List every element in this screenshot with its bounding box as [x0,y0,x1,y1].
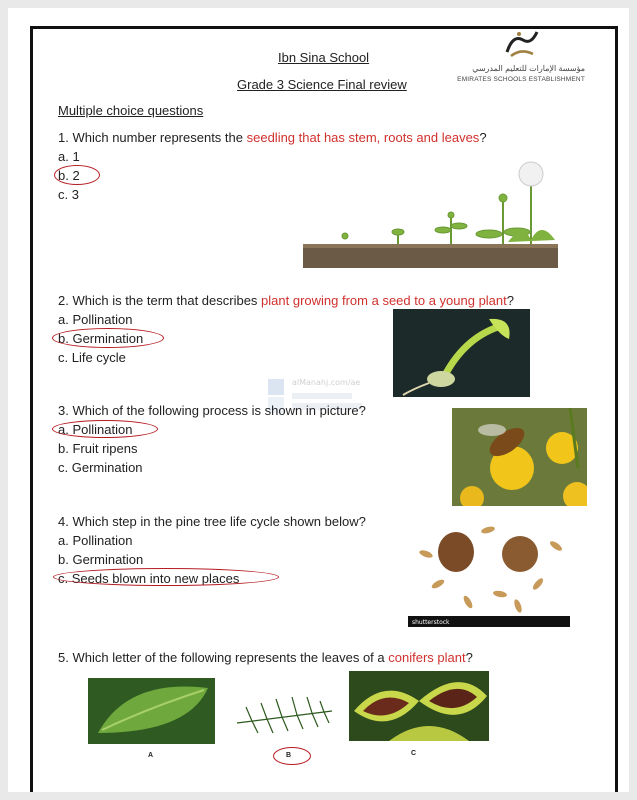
image-label-a: A [148,752,154,759]
school-name: Ibn Sina School [278,50,370,65]
ese-logo [455,28,585,88]
question-3: 3. Which of the following process is shown in picture? [58,403,366,418]
worksheet-subtitle: Grade 3 Science Final review [237,77,407,92]
q2-option-c[interactable]: c. Life cycle [58,350,126,365]
question-4: 4. Which step in the pine tree life cycle shown below? [58,514,366,529]
question-5: 5. Which letter of the following represents the leaves of a conifers plant? [58,650,473,665]
q2-option-a[interactable]: a. Pollination [58,312,133,327]
q1-option-a[interactable]: a. 1 [58,149,80,164]
answer-circle-q5 [273,747,311,765]
bee-pollination-image [452,408,587,506]
leaf-image-c [349,671,489,741]
question-2: 2. Which is the term that describes plant growing from a seed to a young plant? [58,293,514,308]
leaf-image-b-conifer [232,683,335,739]
leaf-image-a [88,678,215,744]
germination-image [393,309,530,397]
q4-option-a[interactable]: a. Pollination [58,533,133,548]
answer-circle-q3 [52,420,158,438]
answer-circle-q4 [53,568,279,586]
q2-option-b[interactable]: b. Germination [58,331,144,346]
q4-option-c[interactable]: c. Seeds blown into new places [58,571,240,586]
logo-arabic-text: مؤسسة الإمارات للتعليم المدرسي [472,64,585,73]
logo-english-text: EMIRATES SCHOOLS ESTABLISHMENT [457,76,585,83]
shutterstock-caption: shutterstock [412,619,450,626]
q1-option-c[interactable]: c. 3 [58,187,79,202]
q4-option-b[interactable]: b. Germination [58,552,144,567]
q3-option-b[interactable]: b. Fruit ripens [58,441,138,456]
image-label-b: B [286,752,292,759]
pine-seeds-image [408,514,570,627]
q3-option-a[interactable]: a. Pollination [58,422,133,437]
q1-option-b[interactable]: b. 2 [58,168,80,183]
svg-text:alManahj.com/ae: alManahj.com/ae [292,378,361,387]
question-1: 1. Which number represents the seedling that has stem, roots and leaves? [58,130,487,145]
answer-circle-q2 [52,328,164,348]
seedling-growth-image [303,152,558,270]
section-title: Multiple choice questions [58,103,204,118]
answer-circle-q1 [54,165,100,185]
q3-option-c[interactable]: c. Germination [58,460,143,475]
taalim-logo-icon [503,28,541,58]
image-label-c: C [411,750,417,757]
